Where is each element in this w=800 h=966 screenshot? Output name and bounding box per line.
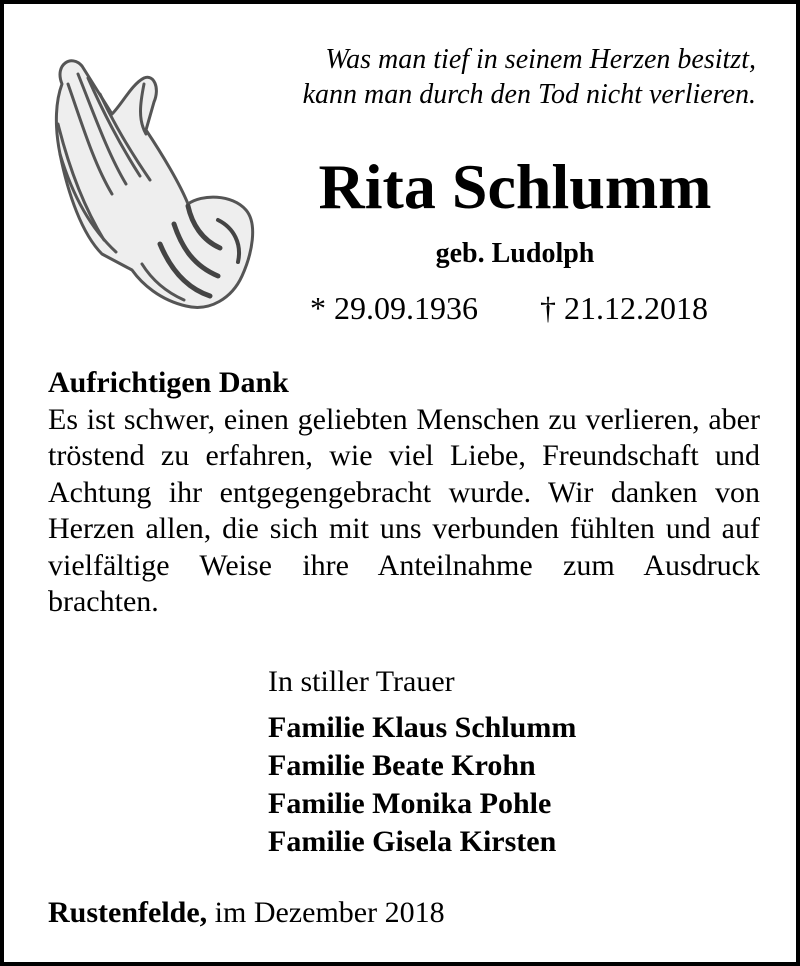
quote-line-2: kann man durch den Tod nicht verlieren. — [302, 79, 756, 110]
birth-date: * 29.09.1936 — [310, 290, 478, 326]
maiden-name: geb. Ludolph — [435, 238, 595, 269]
thanks-heading: Aufrichtigen Dank — [48, 366, 289, 399]
place-and-date — [48, 894, 445, 932]
memorial-quote — [236, 42, 756, 112]
family-name: Familie Monika Pohle — [268, 787, 552, 820]
death-date: † 21.12.2018 — [540, 290, 708, 326]
family-list — [268, 709, 748, 861]
mourners-intro: In stiller Trauer — [268, 665, 455, 698]
mourners-section — [268, 663, 748, 861]
quote-line-1: Was man tief in seinem Herzen besitzt, — [325, 44, 756, 75]
deceased-name: Rita Schlumm — [318, 151, 712, 222]
place-city: Rustenfelde, — [48, 896, 208, 929]
family-name: Familie Klaus Schlumm — [268, 711, 577, 744]
praying-hands-icon — [42, 44, 262, 324]
thanks-body: Es ist schwer, einen geliebten Menschen zu verlieren, aber tröstend zu erfahren, wie viel Liebe, Freundschaft und Achtung ihr entgegengebracht wurde. Wir danken von Herzen allen, die sich mit uns verbunden fühlten und auf vielfältige Weise ihre Anteilnahme zum Ausdruck brachten. — [48, 402, 760, 618]
family-name: Familie Gisela Kirsten — [268, 825, 557, 858]
place-date: im Dezember 2018 — [214, 896, 445, 929]
family-name: Familie Beate Krohn — [268, 749, 536, 782]
thanks-section — [48, 365, 760, 621]
